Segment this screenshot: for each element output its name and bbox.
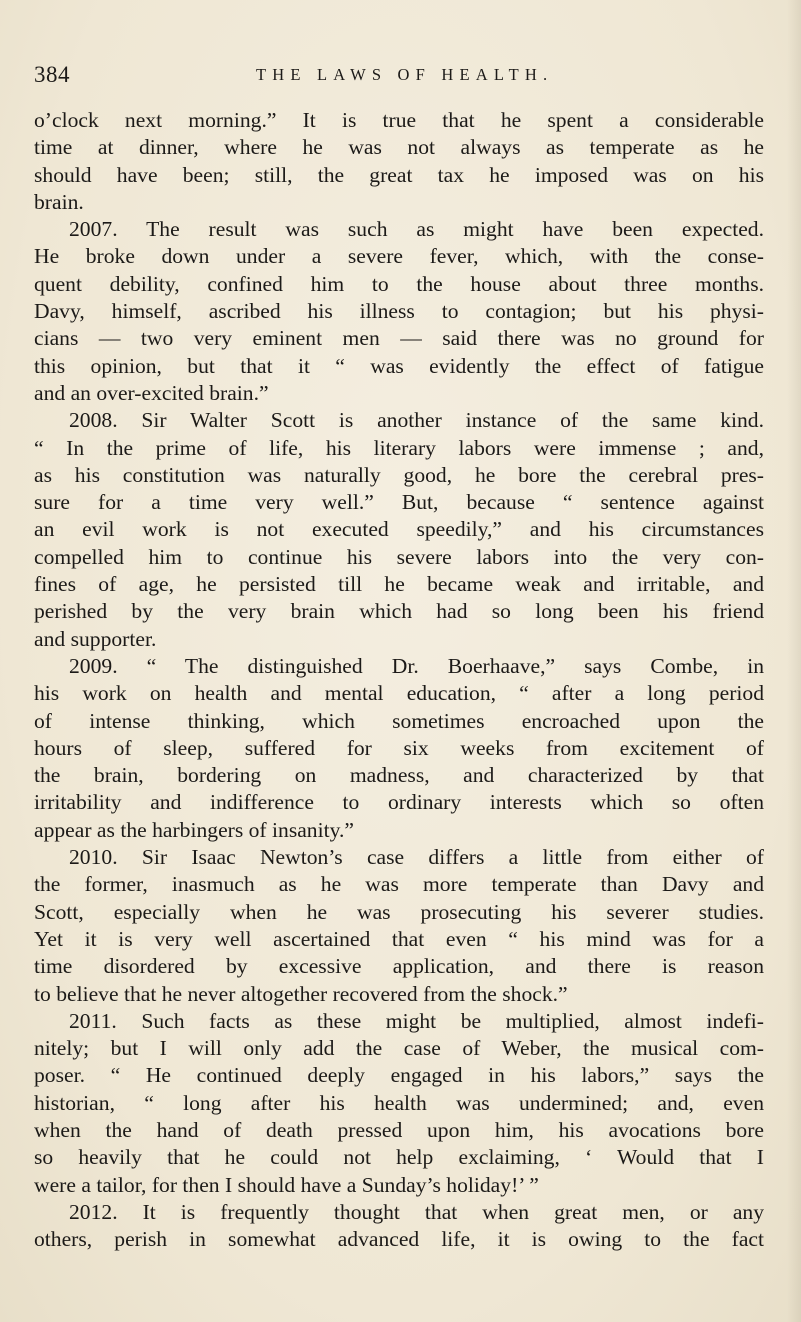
text-line: others, perish in somewhat advanced life, it is owing to the fact <box>34 1227 764 1252</box>
text-line: He broke down under a severe fever, which, with the conse- <box>34 244 764 269</box>
text-line: 2012. It is frequently thought that when great men, or any <box>69 1199 764 1224</box>
text-line: brain. <box>34 189 84 214</box>
text-line: fines of age, he persisted till he became weak and irritable, and <box>34 572 764 597</box>
text-line: irritability and indifference to ordinary interests which so often <box>34 790 764 815</box>
text-line: sure for a time very well.” But, because “ sentence against <box>34 490 764 515</box>
text-line: appear as the harbingers of insanity.” <box>34 817 354 842</box>
text-line: “ In the prime of life, his literary labors were immense ; and, <box>34 435 764 460</box>
text-line: and an over-excited brain.” <box>34 380 269 405</box>
text-line: to believe that he never altogether recovered from the shock.” <box>34 981 568 1006</box>
text-line: 2007. The result was such as might have been expected. <box>69 217 764 242</box>
text-line: of intense thinking, which sometimes encroached upon the <box>34 708 764 733</box>
text-line: Yet it is very well ascertained that even “ his mind was for a <box>34 926 764 951</box>
text-line: this opinion, but that it “ was evidently the effect of fatigue <box>34 353 764 378</box>
text-line: 2010. Sir Isaac Newton’s case differs a little from either of <box>69 845 764 870</box>
text-line: should have been; still, the great tax he imposed was on his <box>34 162 764 187</box>
page-number: 384 <box>34 62 70 87</box>
text-line: his work on health and mental education, “ after a long period <box>34 681 764 706</box>
text-line: time disordered by excessive application, and there is reason <box>34 954 764 979</box>
text-line: cians — two very eminent men — said there was no ground for <box>34 326 764 351</box>
text-line: nitely; but I will only add the case of Weber, the musical com- <box>34 1036 764 1061</box>
text-line: quent debility, confined him to the house about three months. <box>34 271 764 296</box>
text-line: historian, “ long after his health was undermined; and, even <box>34 1090 764 1115</box>
text-line: and supporter. <box>34 626 157 651</box>
running-head <box>34 62 764 96</box>
text-line: the former, inasmuch as he was more temperate than Davy and <box>34 872 764 897</box>
text-line: Davy, himself, ascribed his illness to contagion; but his physi- <box>34 299 764 324</box>
text-line: were a tailor, for then I should have a Sunday’s holiday!’ ” <box>34 1172 539 1197</box>
text-line: so heavily that he could not help exclaiming, ‘ Would that I <box>34 1145 764 1170</box>
text-line: 2011. Such facts as these might be multiplied, almost indefi- <box>69 1008 764 1033</box>
body-text <box>34 107 764 1253</box>
text-line: poser. “ He continued deeply engaged in his labors,” says the <box>34 1063 764 1088</box>
running-title: THE LAWS OF HEALTH. <box>256 65 554 84</box>
text-line: perished by the very brain which had so long been his friend <box>34 599 764 624</box>
text-line: an evil work is not executed speedily,” and his circumstances <box>34 517 764 542</box>
text-line: compelled him to continue his severe labors into the very con- <box>34 544 764 569</box>
text-line: Scott, especially when he was prosecuting his severer studies. <box>34 899 764 924</box>
text-line: 2008. Sir Walter Scott is another instance of the same kind. <box>69 408 764 433</box>
text-line: o’clock next morning.” It is true that he spent a considerable <box>34 108 764 132</box>
text-line: as his constitution was naturally good, he bore the cerebral pres- <box>34 462 764 487</box>
text-line: 2009. “ The distinguished Dr. Boerhaave,” says Combe, in <box>69 653 764 678</box>
text-line: hours of sleep, suffered for six weeks from excitement of <box>34 735 764 760</box>
page-edge-shadow <box>787 0 801 1322</box>
text-line: when the hand of death pressed upon him, his avocations bore <box>34 1117 764 1142</box>
text-line: time at dinner, where he was not always as temperate as he <box>34 135 764 160</box>
text-line: the brain, bordering on madness, and characterized by that <box>34 763 764 788</box>
